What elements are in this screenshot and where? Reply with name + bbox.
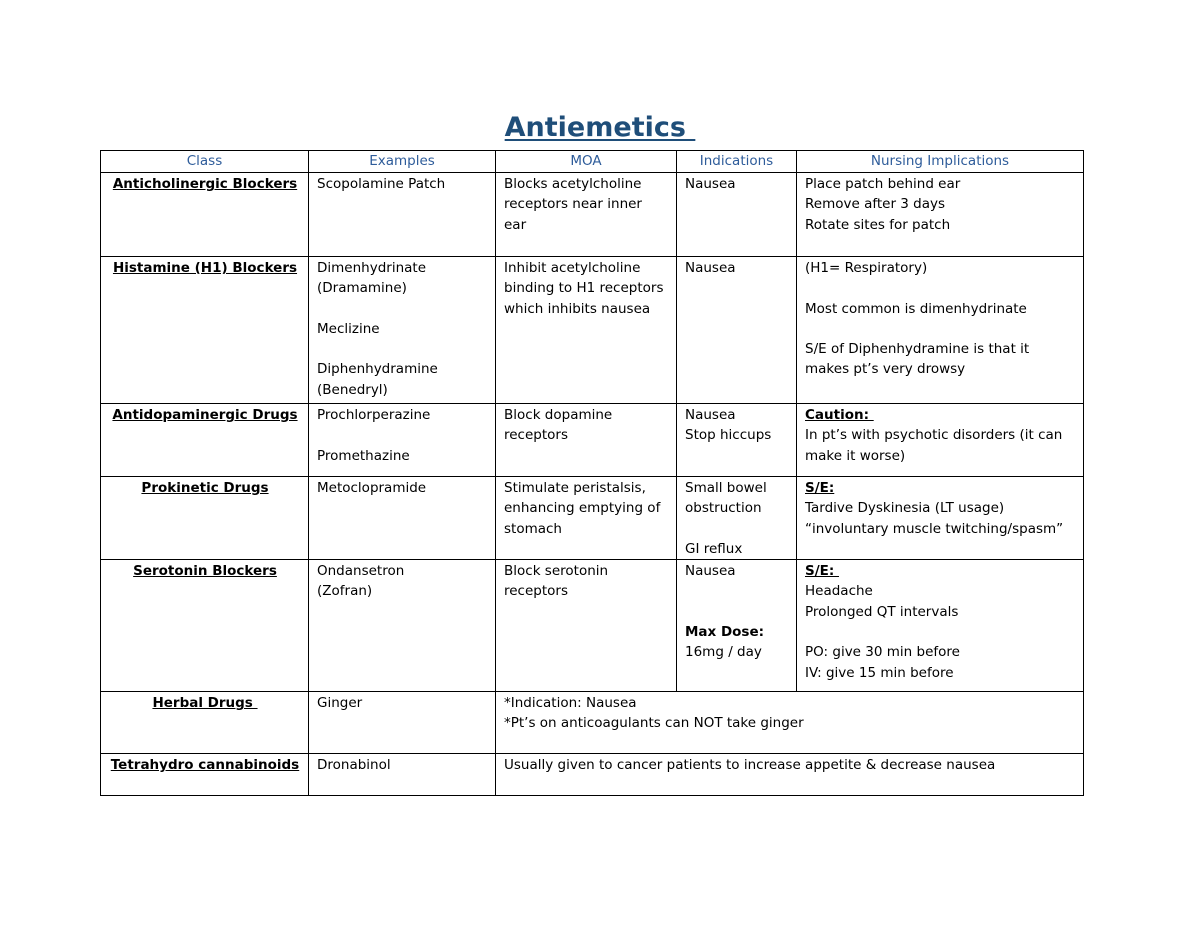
examples-line: (Dramamine) [317, 280, 407, 297]
nursing-line: Prolonged QT intervals [805, 603, 959, 620]
header-examples: Examples [309, 151, 496, 173]
header-nursing-implications: Nursing Implications [797, 151, 1084, 173]
nursing-line: Rotate sites for patch [805, 216, 951, 233]
moa-line: receptors [504, 427, 568, 444]
table-row [101, 560, 1084, 692]
examples-cell [309, 560, 496, 692]
examples-line: Diphenhydramine [317, 361, 438, 378]
nursing-line [805, 319, 1076, 339]
notes-cell [496, 754, 1084, 796]
moa-line: Blocks acetylcholine [504, 176, 642, 192]
nursing-cell [797, 477, 1084, 560]
moa-cell [496, 173, 677, 257]
examples-line: Ondansetron [317, 563, 405, 580]
nursing-heading: S/E: [805, 563, 839, 580]
examples-cell [309, 477, 496, 560]
moa-cell [496, 560, 677, 692]
moa-line: Stimulate peristalsis, [504, 480, 646, 496]
moa-line: enhancing emptying of [504, 500, 661, 517]
examples-line [317, 339, 488, 359]
nursing-line: makes pt’s very drowsy [805, 361, 966, 378]
examples-line: Meclizine [317, 320, 380, 337]
examples-cell [309, 173, 496, 257]
indications-line: Nausea [685, 563, 736, 580]
page-title: Antiemetics [504, 112, 696, 143]
moa-line: receptors [504, 583, 568, 600]
indications-cell [677, 560, 797, 692]
moa-cell [496, 477, 677, 560]
nursing-line: In pt’s with psychotic disorders (it can [805, 427, 1063, 444]
nursing-line: Headache [805, 583, 873, 600]
indications-cell [677, 173, 797, 257]
indications-line [685, 519, 789, 539]
examples-line: Dimenhydrinate [317, 260, 427, 276]
nursing-cell [797, 560, 1084, 692]
examples-cell [309, 692, 496, 754]
nursing-cell [797, 404, 1084, 477]
examples-line: Promethazine [317, 447, 410, 464]
nursing-line [805, 278, 1076, 298]
moa-line: which inhibits nausea [504, 300, 651, 317]
moa-cell [496, 257, 677, 404]
max-dose-label: Max Dose: [685, 624, 765, 641]
moa-line: receptors near inner [504, 196, 642, 213]
table-row [101, 257, 1084, 404]
table-row [101, 477, 1084, 560]
indications-line [685, 581, 789, 601]
header-indications: Indications [677, 151, 797, 173]
nursing-line: Tardive Dyskinesia (LT usage) [805, 500, 1005, 517]
header-class: Class [101, 151, 309, 173]
notes-line: Usually given to cancer patients to increase appetite & decrease nausea [504, 757, 996, 774]
table-header-row [101, 151, 1084, 173]
nursing-cell [797, 257, 1084, 404]
indications-line: 16mg / day [685, 644, 762, 661]
drug-class-cell: Prokinetic Drugs [101, 477, 309, 560]
nursing-heading: Caution: [805, 407, 874, 423]
nursing-line: “involuntary muscle twitching/spasm” [805, 520, 1064, 537]
indications-line: Nausea [685, 176, 736, 192]
nursing-line: Most common is dimenhydrinate [805, 300, 1027, 317]
antiemetics-table [100, 150, 1084, 796]
nursing-line: Remove after 3 days [805, 196, 946, 213]
table-row [101, 404, 1084, 477]
indications-line: Nausea [685, 407, 736, 423]
drug-class-cell: Antidopaminergic Drugs [101, 404, 309, 477]
drug-class-cell: Histamine (H1) Blockers [101, 257, 309, 404]
indications-line: Small bowel [685, 480, 767, 496]
drug-class-cell: Serotonin Blockers [101, 560, 309, 692]
examples-cell [309, 404, 496, 477]
examples-line [317, 299, 488, 319]
nursing-line: (H1= Respiratory) [805, 260, 928, 276]
nursing-heading: S/E: [805, 480, 835, 496]
nursing-line: S/E of Diphenhydramine is that it [805, 341, 1030, 358]
indications-cell [677, 404, 797, 477]
drug-class-cell: Tetrahydro cannabinoids [101, 754, 309, 796]
table-row [101, 692, 1084, 754]
nursing-line: IV: give 15 min before [805, 664, 954, 681]
indications-line: Nausea [685, 260, 736, 276]
indications-cell [677, 477, 797, 560]
notes-cell [496, 692, 1084, 754]
drug-class-cell: Anticholinergic Blockers [101, 173, 309, 257]
examples-cell [309, 754, 496, 796]
moa-line: Block dopamine [504, 407, 613, 423]
nursing-line [805, 622, 1076, 642]
examples-line: Dronabinol [317, 757, 391, 774]
examples-line [317, 425, 488, 445]
indications-cell [677, 257, 797, 404]
indications-line: GI reflux [685, 540, 743, 557]
examples-line: Metoclopramide [317, 480, 427, 496]
moa-line: Inhibit acetylcholine [504, 260, 641, 276]
moa-line: stomach [504, 520, 562, 537]
table-row [101, 754, 1084, 796]
moa-line: binding to H1 receptors [504, 280, 664, 297]
examples-line: Scopolamine Patch [317, 176, 446, 192]
nursing-line: make it worse) [805, 447, 906, 464]
notes-line: *Indication: Nausea [504, 695, 637, 712]
examples-line: Prochlorperazine [317, 407, 431, 423]
examples-cell [309, 257, 496, 404]
examples-line: Ginger [317, 695, 363, 712]
indications-line [685, 602, 789, 622]
nursing-line: PO: give 30 min before [805, 644, 960, 661]
nursing-line: Place patch behind ear [805, 176, 961, 192]
examples-line: (Benedryl) [317, 381, 388, 398]
examples-line: (Zofran) [317, 583, 373, 600]
notes-line: *Pt’s on anticoagulants can NOT take ginger [504, 715, 804, 732]
header-moa: MOA [496, 151, 677, 173]
drug-class-cell [101, 692, 309, 754]
drug-class-label: Herbal Drugs [152, 695, 258, 712]
table-row [101, 173, 1084, 257]
moa-cell [496, 404, 677, 477]
indications-line: Stop hiccups [685, 427, 772, 444]
moa-line: ear [504, 216, 527, 233]
indications-line: obstruction [685, 500, 762, 517]
nursing-cell [797, 173, 1084, 257]
moa-line: Block serotonin [504, 563, 609, 580]
